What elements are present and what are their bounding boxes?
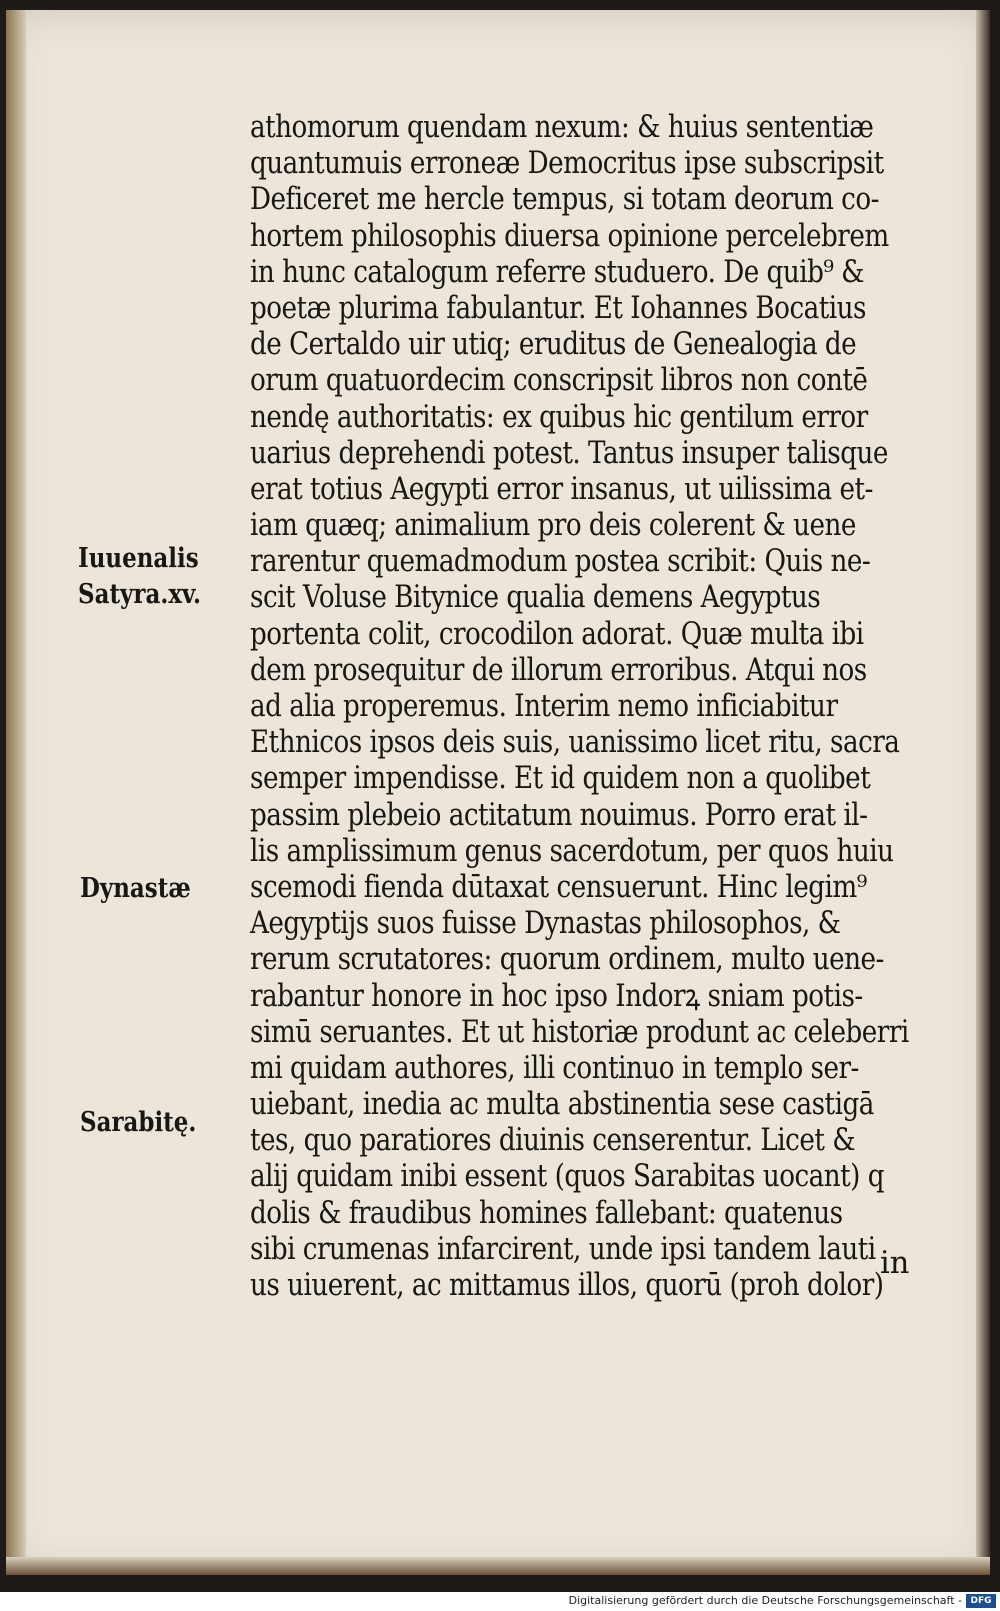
text-line: us uiuerent, ac mittamus illos, quorū (proh dolor) [250, 1268, 884, 1303]
text-line: simū seruantes. Et ut historiæ produnt ac celeberri [250, 1014, 909, 1050]
text-line: athomorum quendam nexum: & huius sententiæ [250, 110, 874, 145]
text-line: rabantur honore in hoc ipso Indorꝝ sniam potis- [250, 978, 863, 1014]
text-line: uiebant, inedia ac multa abstinentia sese castigā [250, 1087, 874, 1123]
page-gutter-edge [6, 10, 26, 1575]
funding-credit: Digitalisierung gefördert durch die Deutsche Forschungsgemeinschaft - [568, 1594, 962, 1607]
text-line: orum quatuordecim conscripsit libros non contē [250, 363, 868, 399]
text-line: sibi crumenas infarcirent, unde ipsi tandem lauti [250, 1231, 876, 1267]
marginal-note-dynastae: Dynastæ [80, 873, 191, 904]
text-line: mi quidam authores, illi continuo in templo ser- [250, 1050, 859, 1086]
text-line: poetæ plurima fabulantur. Et Iohannes Bocatius [250, 290, 866, 326]
text-line: ad alia properemus. Interim nemo inficiabitur [250, 689, 838, 724]
text-line: Deficeret me hercle tempus, si totam deorum co- [250, 182, 879, 218]
text-line: dem prosequitur de illorum erroribus. Atqui nos [250, 652, 867, 688]
main-text-block [250, 110, 938, 1304]
page-fore-edge [976, 10, 990, 1575]
text-line: iam quæq; animalium pro deis colerent & uene [250, 508, 856, 544]
text-line: erat totius Aegypti error insanus, ut uilissima et- [250, 471, 873, 507]
dfg-logo-icon: DFG [966, 1594, 996, 1608]
text-line: rarentur quemadmodum postea scribit: Quis ne- [250, 544, 871, 580]
text-line: hortem philosophis diuersa opinione percelebrem [250, 218, 889, 254]
text-line: Aegyptijs suos fuisse Dynastas philosophos, & [250, 906, 841, 942]
footer-bar [0, 1592, 1000, 1611]
text-line: alij quidam inibi essent (quos Sarabitas uocant) q [250, 1159, 884, 1195]
text-line: lis amplissimum genus sacerdotum, per quos huiu [250, 833, 894, 869]
text-line: tes, quo paratiores diuinis censerentur. Licet & [250, 1123, 856, 1159]
text-line: passim plebeio actitatum nouimus. Porro erat il- [250, 797, 868, 833]
text-line: nendę authoritatis: ex quibus hic gentilum error [250, 399, 868, 435]
catchword: in [880, 1246, 910, 1281]
marginal-note-iuuenalis: Iuuenalis [78, 543, 199, 574]
text-line: de Certaldo uir utiq; eruditus de Genealogia de [250, 327, 857, 363]
marginal-note-sarabitae: Sarabitę. [80, 1107, 197, 1138]
text-line: Ethnicos ipsos deis suis, uanissimo licet ritu, sacra [250, 725, 900, 761]
marginal-note-satyra: Satyra.xv. [78, 579, 202, 610]
book-page [6, 10, 990, 1575]
text-line: scit Voluse Bitynice qualia demens Aegyptus [250, 580, 821, 616]
text-line: portenta colit, crocodilon adorat. Quæ multa ibi [250, 616, 864, 652]
text-line: uarius deprehendi potest. Tantus insuper talisque [250, 435, 888, 471]
text-line: scemodi fienda dūtaxat censuerunt. Hinc legim⁹ [250, 869, 867, 905]
text-line: semper impendisse. Et id quidem non a quolibet [250, 761, 871, 797]
page-bottom-edge [6, 1557, 990, 1575]
text-line: rerum scrutatores: quorum ordinem, multo uene- [250, 942, 884, 978]
text-line: dolis & fraudibus homines fallebant: quatenus [250, 1195, 843, 1231]
text-line: quantumuis erroneæ Democritus ipse subscripsit [250, 146, 884, 182]
text-line: in hunc catalogum referre studuero. De quib⁹ & [250, 254, 865, 290]
